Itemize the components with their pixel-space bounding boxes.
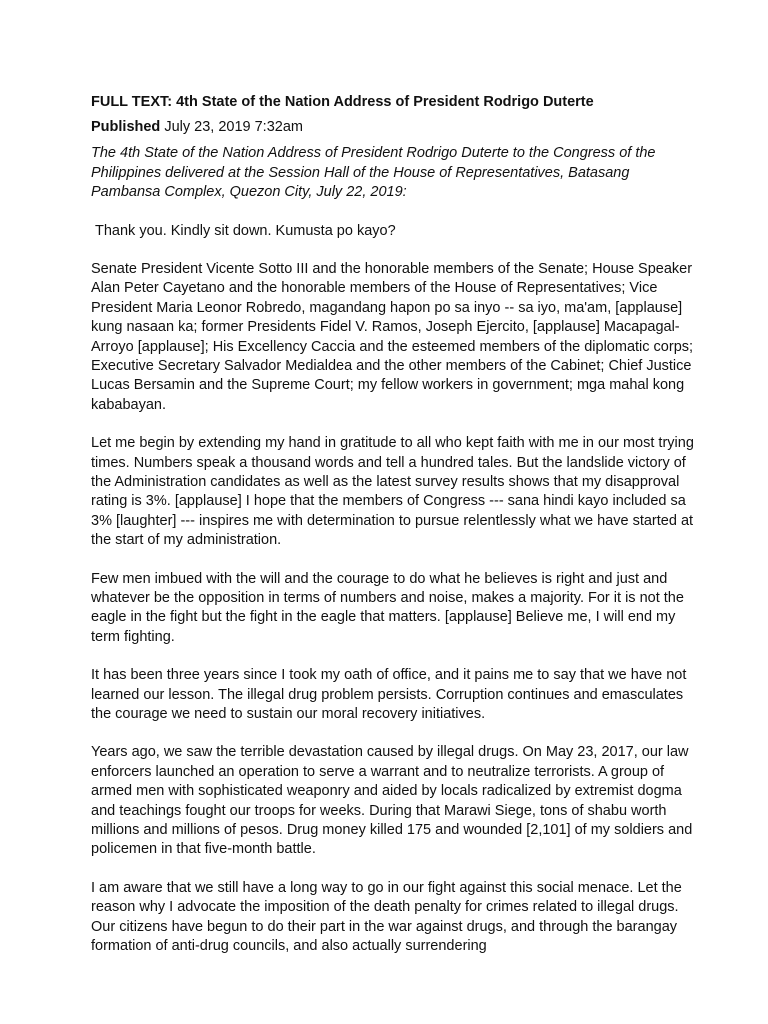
paragraph: Thank you. Kindly sit down. Kumusta po kayo? xyxy=(95,222,396,239)
paragraph: I am aware that we still have a long way to go in our fight against this social menace. Let the reason why I advocate the imposition of the death penalty for crimes related to illegal drugs. Our citizens have begun to do their part in the war against drugs, and through the barangay formation of anti-drug councils, and also actually surrendering xyxy=(91,879,682,955)
intro-paragraph: The 4th State of the Nation Address of President Rodrigo Duterte to the Congress of the Philippines delivered at the Session Hall of the House of Representatives, Batasang Pambansa Complex, Quezon City, July 22, 2019: xyxy=(91,145,656,200)
paragraph: It has been three years since I took my oath of office, and it pains me to say that we have not learned our lesson. The illegal drug problem persists. Corruption continues and emasculates the courage we need to sustain our moral recovery initiatives. xyxy=(91,667,687,723)
paragraph: Senate President Vicente Sotto III and the honorable members of the Senate; House Speaker Alan Peter Cayetano and the honorable members of the House of Representatives; Vice President Maria Leonor Robredo, magandang hapon po sa inyo -- sa iyo, ma'am, [applause] kung nasaan ka; former Presidents Fidel V. Ramos, Joseph Ejercito, [applause] Macapagal-Arroyo [applause]; His Excellency Caccia and the esteemed members of the diplomatic corps; Executive Secretary Salvador Medialdea and the other members of the Cabinet; Chief Justice Lucas Bersamin and the Supreme Court; my fellow workers in government; mga mahal kong kababayan. xyxy=(91,260,694,413)
paragraph: Let me begin by extending my hand in gratitude to all who kept faith with me in our most trying times. Numbers speak a thousand words and tell a hundred tales. But the landslide victory of the Administration candidates as well as the latest survey results shows that my disapproval rating is 3%. [applause] I hope that the members of Congress --- sana hindi kayo included sa 3% [laughter] --- inspires me with determination to pursue relentlessly what we have started at the start of my administration. xyxy=(91,435,694,549)
paragraph: Few men imbued with the will and the courage to do what he believes is right and just and whatever be the opposition in terms of numbers and noise, makes a majority. For it is not the eagle in the fight but the fight in the eagle that matters. [applause] Believe me, I will end my term fighting. xyxy=(91,570,684,645)
published-line xyxy=(91,117,696,137)
published-date: July 23, 2019 7:32am xyxy=(164,119,303,135)
published-label: Published xyxy=(91,119,161,135)
paragraph: Years ago, we saw the terrible devastation caused by illegal drugs. On May 23, 2017, our law enforcers launched an operation to serve a warrant and to neutralize terrorists. A group of armed men with sophisticated weaponry and aided by locals radicalized by extremist dogma and teachings fought our troops for weeks. During that Marawi Siege, tons of shabu worth millions and millions of pesos. Drug money killed 175 and wounded [2,101] of my soldiers and policemen in that five-month battle. xyxy=(91,744,693,858)
document-title: FULL TEXT: 4th State of the Nation Address of President Rodrigo Duterte xyxy=(91,94,594,110)
